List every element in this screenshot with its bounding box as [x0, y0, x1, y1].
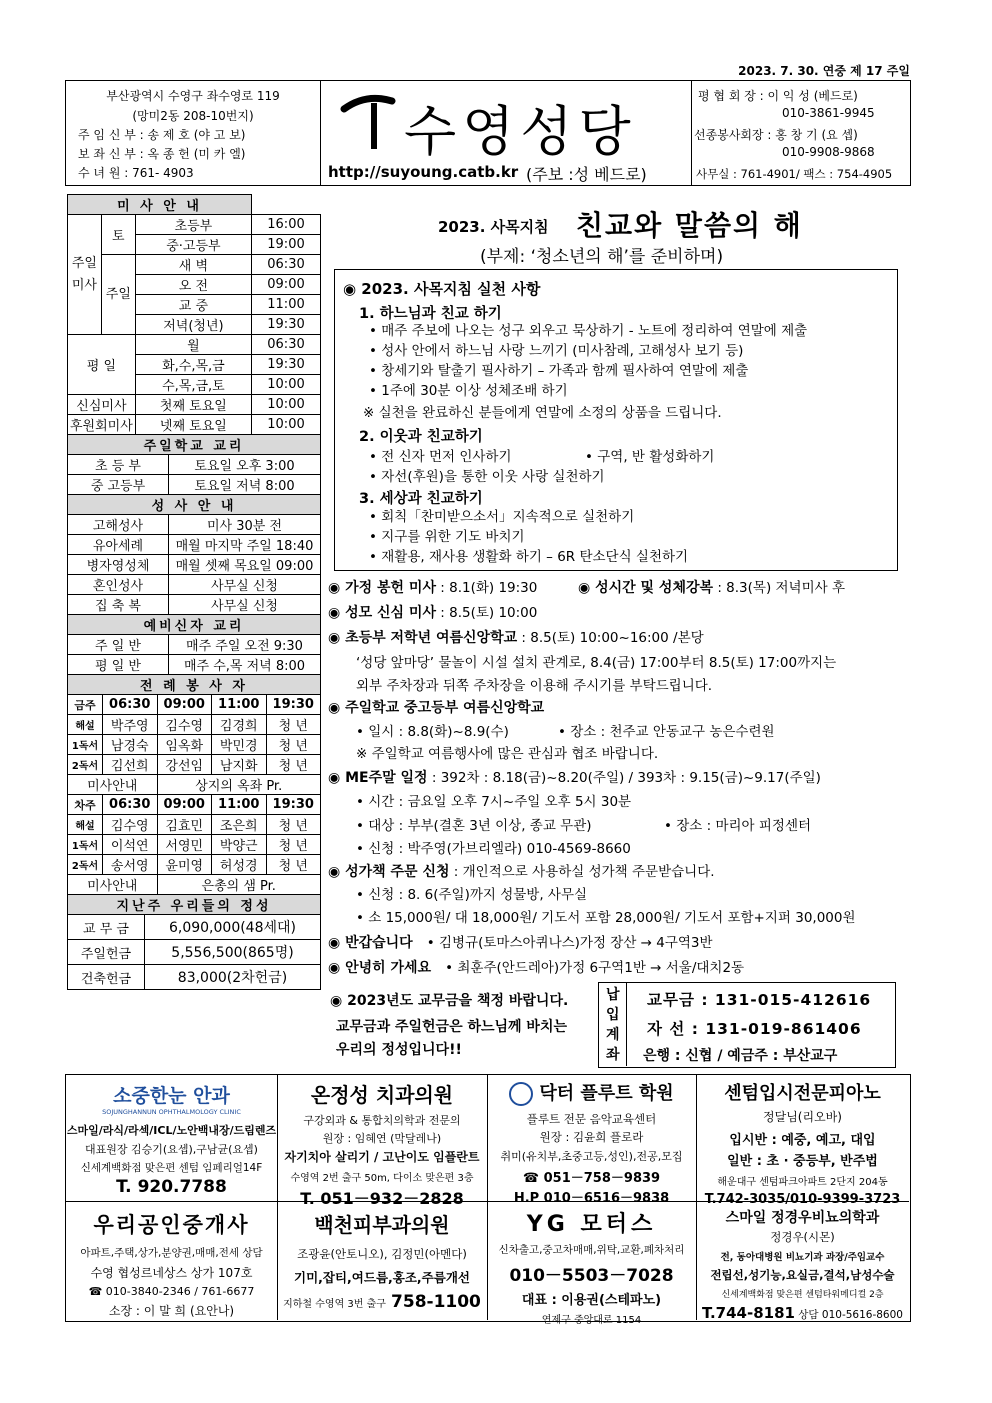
list-item: • 지구를 위한 기도 바치기: [369, 529, 525, 545]
ad-text: 일반 : 초 · 중등부, 반주법: [727, 1154, 878, 1169]
notice-text: : 8.5(토) 10:00~16:00 /본당: [517, 630, 704, 646]
saturday-label: 토: [101, 215, 135, 255]
server-name: 윤미영: [157, 855, 212, 875]
offering-type: 건축헌금: [68, 965, 145, 990]
sacrament-info: 미사 30분 전: [169, 515, 321, 535]
server-name: 이석연: [103, 835, 158, 855]
sacrament-info: 매월 셋째 목요일 09:00: [169, 555, 321, 575]
clinic-logo-en: SOJUNGHANNUN OPHTHALMOLOGY CLINIC: [102, 1108, 241, 1116]
servers-title: 전 례 봉 사 자: [68, 675, 321, 695]
ad-title: 센텀입시전문피아노: [724, 1083, 881, 1104]
mass-guide-value: 상지의 옥좌 Pr.: [157, 775, 321, 795]
role: 2독서: [68, 755, 103, 775]
mass-time: 16:00: [252, 215, 321, 235]
ad-text: 지하철 수영역 3번 출구: [283, 1299, 386, 1310]
ad-text: 정달님(리오바): [763, 1110, 842, 1124]
notice-text: • 대상 : 부부(결혼 3년 이상, 종교 무관): [356, 818, 592, 834]
offering-amount: 5,556,500(865명): [145, 940, 321, 965]
notice-text: • 최훈주(안드레아)가정 6구역1반 → 서울/대치2동: [445, 960, 745, 976]
ad-text: 수영 협성르네상스 상가 107호: [90, 1266, 253, 1280]
server-name: 청 년: [266, 755, 321, 775]
server-name: 청 년: [266, 715, 321, 735]
notice-title: ◉ 반갑습니다: [328, 935, 413, 951]
list-item: • 회칙「찬미받으소서」지속적으로 실천하기: [369, 509, 635, 525]
sacrament-info: 사무실 신청: [169, 575, 321, 595]
ad-text: 플루트 전문 음악교육센터: [526, 1112, 657, 1126]
offering-amount: 83,000(2차헌금): [145, 965, 321, 990]
office-contact: 사무실 : 761-4901/ 팩스 : 754-4905: [696, 167, 893, 181]
ad-title: 온정성 치과의원: [310, 1083, 454, 1107]
notice-text: 외부 주차장과 뒤쪽 주차장을 이용해 주시기를 부탁드립니다.: [356, 678, 713, 694]
tithe-text: 우리의 정성입니다!!: [336, 1042, 462, 1058]
headline: [330, 202, 910, 267]
server-name: 남경숙: [103, 735, 158, 755]
ad-text: 대표 : 이용권(스테파노): [521, 1293, 662, 1308]
notice-title: ◉ ME주말 일정: [328, 770, 428, 786]
ad-text: 신세계백화점 맞은편 센텀 임페리얼14F: [80, 1162, 263, 1174]
ad-text: 아파트,주택,상가,분양권,매매,전세 상담: [80, 1247, 263, 1259]
role: 해설: [68, 715, 103, 735]
time-col: 06:30: [103, 695, 158, 715]
council-phone: 010-3861-9945: [782, 106, 875, 120]
devotion-mass-label: 신심미사: [68, 395, 136, 415]
ad-phone: 758-1100: [391, 1292, 481, 1312]
headline-title: 친교와 말씀의 해: [576, 209, 803, 242]
section3-items: [369, 507, 688, 567]
catechumen-time: 매주 수,목 저녁 8:00: [169, 655, 321, 675]
notice-text: : 8.1(화) 19:30: [435, 580, 538, 596]
parish-name: 수영성당: [404, 100, 637, 163]
funeral-head: 선종봉사회장 : 홍 창 기 (요 셉): [694, 128, 858, 142]
server-name: 서영민: [157, 835, 212, 855]
supporters-mass-time: 10:00: [252, 415, 321, 435]
sacrament-name: 병자영성체: [68, 555, 169, 575]
tithe-heading: ◉ 2023년도 교무금을 책정 바랍니다.: [330, 993, 569, 1009]
sacrament-info: 사무실 신청: [169, 595, 321, 615]
pastor: 주 임 신 부 : 송 제 호 (야 고 보): [78, 128, 246, 142]
mass-time: 10:00: [252, 375, 321, 395]
notice-title: ◉ 성가책 주문 신청: [328, 864, 450, 880]
pastoral-guidelines: [334, 269, 898, 571]
section-heading: 1. 하느님과 친교 하기: [359, 306, 502, 322]
mass-name: 월: [135, 335, 251, 355]
ad-text: 대표원장 김승기(요셉),구남균(요셉): [85, 1143, 258, 1156]
server-name: 김수영: [103, 815, 158, 835]
time-col: 11:00: [212, 695, 267, 715]
tithe-notice: [330, 986, 598, 1066]
issue-date: 2023. 7. 30. 연중 제 17 주일: [738, 64, 910, 78]
account-label: 납입계좌: [599, 983, 627, 1066]
ad-phone: T.744-8181: [702, 1304, 795, 1322]
ad-dental-clinic: [277, 1075, 487, 1208]
ad-phone: T. 920.7788: [116, 1177, 227, 1197]
ad-piano-academy: [696, 1075, 909, 1207]
sacrament-title: 성 사 안 내: [68, 495, 321, 515]
list-item: • 재활용, 재사용 생활화 하기 – 6R 탄소단식 실천하기: [369, 549, 689, 565]
ad-text: 자기치아 살리기 / 고난이도 임플란트: [284, 1150, 480, 1164]
time-col: 09:00: [157, 795, 212, 815]
address-line: 부산광역시 수영구 좌수영로 119: [106, 89, 280, 103]
server-name: 김수영: [157, 715, 212, 735]
ad-phone: H.P 010－6516－9838: [513, 1191, 670, 1206]
offering-table: [67, 894, 321, 990]
funeral-phone: 010-9908-9868: [782, 145, 875, 159]
ad-text: 수영역 2번 출구 50m, 다이소 맞은편 3층: [290, 1173, 474, 1184]
notice-title: ◉ 안녕히 가세요: [328, 960, 432, 976]
tithe-account: 교무금 : 131-015-412616: [647, 991, 872, 1009]
mass-guide-label: 미사안내: [68, 875, 158, 895]
mass-name: 교 중: [135, 295, 251, 315]
ad-title: 우리공인중개사: [93, 1213, 250, 1237]
servers-table: [67, 674, 321, 895]
notice-text: • 신청 : 8. 6(주일)까지 성물방, 사무실: [356, 887, 588, 903]
notices: [328, 576, 908, 980]
section1-items: [369, 321, 807, 401]
catechumen-title: 예비신자 교리: [68, 615, 321, 635]
devotion-mass-day: 첫째 토요일: [135, 395, 251, 415]
notice-text: ‘성당 앞마당’ 물놀이 시설 설치 관계로, 8.4(금) 17:00부터 8.5(토) 17:00까지는: [356, 655, 837, 671]
notice-title: ◉ 가정 봉헌 미사: [328, 580, 436, 596]
ad-text: 정경우(시몬): [770, 1230, 835, 1244]
mass-name: 초등부: [135, 215, 251, 235]
offering-amount: 6,090,000(48세대): [145, 915, 321, 940]
role: 해설: [68, 815, 103, 835]
ad-text: 입시반 : 예중, 예고, 대입: [729, 1133, 876, 1148]
time-col: 06:30: [103, 795, 158, 815]
mass-name: 화,수,목,금: [135, 355, 251, 375]
list-item: • 자선(후원)을 통한 이웃 사랑 실천하기: [369, 469, 605, 485]
sunday-school-table: [67, 434, 321, 675]
server-name: 박주영: [103, 715, 158, 735]
server-name: 허성경: [212, 855, 267, 875]
ad-text: 원장 : 김윤희 플로라: [539, 1130, 644, 1144]
mass-time: 06:30: [252, 335, 321, 355]
clinic-logo: 소중한눈 안과: [113, 1085, 230, 1107]
role: 1독서: [68, 735, 103, 755]
notice-text: : 8.3(목) 저녁미사 후: [713, 580, 845, 596]
sacrament-info: 매월 마지막 주일 18:40: [169, 535, 321, 555]
mass-guide-value: 은총의 샘 Pr.: [157, 875, 321, 895]
ad-phone: T. 051－932－2828: [300, 1189, 464, 1208]
ad-title: YG 모터스: [526, 1212, 657, 1237]
server-name: 청 년: [266, 855, 321, 875]
list-item: • 성사 안에서 하느님 사랑 느끼기 (미사참례, 고해성사 보기 등): [369, 343, 744, 359]
time-col: 09:00: [157, 695, 212, 715]
notice-title: ◉ 성시간 및 성체강복: [578, 580, 714, 596]
notice-title: ◉ 주일학교 중고등부 여름신앙학교: [328, 700, 545, 716]
server-name: 김선희: [103, 755, 158, 775]
sunday-mass-label: 주일미사: [68, 215, 102, 335]
mass-schedule-table: [67, 194, 321, 435]
section-heading: 2. 이웃과 친교하기: [359, 429, 483, 445]
server-name: 송서영: [103, 855, 158, 875]
notice-text: • 일시 : 8.8(화)~8.9(수): [356, 724, 509, 740]
headline-subtitle: (부제: ‘청소년의 해’를 준비하며): [480, 247, 724, 267]
server-name: 임옥화: [157, 735, 212, 755]
server-name: 청 년: [266, 735, 321, 755]
notice-text: : 8.5(토) 10:00: [435, 605, 538, 621]
masthead: [65, 80, 911, 186]
logo-block: [322, 81, 690, 185]
bulletin-editor: (주보 :성 베드로): [526, 165, 647, 184]
list-item: • 매주 주보에 나오는 성구 외우고 묵상하기 - 노트에 정리하여 연말에 제출: [369, 323, 808, 339]
ad-text: 연제구 중앙대로 1154: [541, 1315, 642, 1326]
time-col: 11:00: [212, 795, 267, 815]
devotion-mass-time: 10:00: [252, 395, 321, 415]
week-label: 금주: [68, 695, 103, 715]
ads-section: [65, 1074, 911, 1326]
notice-text: • 장소 : 천주교 안동교구 농은수련원: [558, 724, 775, 740]
offering-type: 주일헌금: [68, 940, 145, 965]
mass-name: 저녁(청년): [135, 315, 251, 335]
list-item: • 창세기와 탈출기 필사하기 – 가족과 함께 필사하여 연말에 제출: [369, 363, 749, 379]
role: 1독서: [68, 835, 103, 855]
sacrament-name: 집 축 복: [68, 595, 169, 615]
server-name: 청 년: [266, 835, 321, 855]
ad-phone: ☎ 051－758－9839: [522, 1171, 661, 1186]
ad-motors: [487, 1203, 696, 1326]
ad-phone: ☎ 010-3840-2346 / 761-6677: [88, 1285, 255, 1298]
time-col: 19:30: [266, 695, 321, 715]
ad-text: 전, 동아대병원 비뇨기과 과장/주임교수: [720, 1252, 885, 1263]
supporters-mass-label: 후원회미사: [68, 415, 136, 435]
ad-text: 해운대구 센텀파크아파트 2단지 204동: [717, 1177, 888, 1188]
ad-text: 전립선,성기능,요실금,결석,남성수술: [710, 1268, 895, 1282]
server-name: 박민경: [212, 735, 267, 755]
address-detail: (망미2동 208-10번지): [132, 109, 254, 123]
ad-phone: T.742-3035/010-9399-3723: [704, 1192, 901, 1207]
server-name: 조은희: [212, 815, 267, 835]
assistant-priest: 보 좌 신 부 : 옥 종 헌 (미 카 엘): [78, 147, 246, 161]
headline-pre: 2023. 사목지침: [438, 218, 549, 236]
mass-time: 09:00: [252, 275, 321, 295]
bank-accounts: [598, 982, 896, 1068]
notice-text: • 김병규(토마스아퀴나스)가정 장산 → 4구역3반: [426, 935, 713, 951]
ad-text: 구강외과 & 통합치의학과 전문의: [303, 1114, 461, 1127]
mass-time: 06:30: [252, 255, 321, 275]
bank-info: 은행 : 신협 / 예금주 : 부산교구: [643, 1048, 838, 1064]
notice-text: • 시간 : 금요일 오후 7시~주일 오후 5시 30분: [356, 794, 632, 810]
convent-phone: 수 녀 원 : 761- 4903: [78, 166, 194, 180]
sacrament-name: 혼인성사: [68, 575, 169, 595]
council-president: 평 협 회 장 : 이 익 성 (베드로): [698, 89, 858, 103]
notice-text: • 소 15,000원/ 대 18,000원/ 기도서 포함 28,000원/ 기도서 포함+지퍼 30,000원: [356, 910, 856, 926]
ad-dermatology: [277, 1203, 487, 1320]
catechumen-class: 주 일 반: [68, 635, 169, 655]
ad-text: 취미(유치부,초중고등,성인),전공,모집: [500, 1150, 683, 1163]
left-column: [67, 194, 321, 990]
mass-time: 11:00: [252, 295, 321, 315]
school-time: 토요일 저녁 8:00: [169, 475, 321, 495]
council-block: [691, 81, 910, 185]
list-item: • 구역, 반 활성화하기: [585, 449, 715, 465]
mass-name: 오 전: [135, 275, 251, 295]
flute-icon: [509, 1082, 533, 1106]
catechumen-class: 평 일 반: [68, 655, 169, 675]
address-block: [66, 81, 321, 185]
notice-text: ※ 주일학교 여름행사에 많은 관심과 협조 바랍니다.: [356, 746, 659, 762]
ad-urology: [696, 1203, 909, 1320]
server-name: 김경희: [212, 715, 267, 735]
list-item: • 전 신자 먼저 인사하기: [369, 449, 512, 465]
notice-title: ◉ 성모 신심 미사: [328, 605, 436, 621]
mass-time: 19:00: [252, 235, 321, 255]
notice-title: ◉ 초등부 저학년 여름신앙학교: [328, 630, 518, 646]
notice-text: : 392차 : 8.18(금)~8.20(주일) / 393차 : 9.15(금)~9.17(주일): [427, 770, 821, 786]
mass-time: 19:30: [252, 355, 321, 375]
school-grade: 초 등 부: [68, 455, 169, 475]
sunday-label: 주일: [101, 255, 135, 335]
ad-text: 원장 : 임혜연 (막달레나): [322, 1132, 442, 1145]
mass-name: 새 벽: [135, 255, 251, 275]
tithe-text: 교무금과 주일헌금은 하느님께 바치는: [336, 1019, 568, 1035]
mass-guide-label: 미사안내: [68, 775, 158, 795]
ad-text: 기미,잡티,여드름,홍조,주름개선: [294, 1270, 470, 1285]
offering-title: 지난주 우리들의 정성: [68, 895, 321, 915]
ad-eye-clinic: [66, 1075, 277, 1201]
notice-text: • 장소 : 마리아 피정센터: [664, 818, 812, 834]
time-col: 19:30: [266, 795, 321, 815]
weekday-label: 평 일: [68, 335, 136, 395]
sacrament-name: 고해성사: [68, 515, 169, 535]
catechumen-time: 매주 주일 오전 9:30: [169, 635, 321, 655]
mass-time: 19:30: [252, 315, 321, 335]
server-name: 박양근: [212, 835, 267, 855]
supporters-mass-day: 넷째 토요일: [135, 415, 251, 435]
role: 2독서: [68, 855, 103, 875]
mass-name: 중·고등부: [135, 235, 251, 255]
notice-text: : 개인적으로 사용하실 성가책 주문받습니다.: [449, 864, 715, 880]
server-name: 남지화: [212, 755, 267, 775]
website-link[interactable]: http://suyoung.catb.kr: [328, 163, 519, 181]
school-title: 주일학교 교리: [68, 435, 321, 455]
prize-note: ※ 실천을 완료하신 분들에게 연말에 소정의 상품을 드립니다.: [363, 405, 722, 421]
ad-text: 조광윤(안토니오), 김정민(아멘다): [297, 1247, 467, 1261]
ad-title: 닥터 플루트 학원: [539, 1083, 674, 1104]
offering-type: 교 무 금: [68, 915, 145, 940]
ad-title: 스마일 정경우비뇨의학과: [725, 1210, 880, 1226]
school-grade: 중 고등부: [68, 475, 169, 495]
charity-account: 자 선 : 131-019-861406: [647, 1020, 862, 1038]
ad-text: 소장 : 이 말 희 (요안나): [108, 1304, 235, 1318]
ad-title: 백천피부과의원: [314, 1213, 450, 1237]
pastoral-title: ◉ 2023. 사목지침 실천 사항: [343, 280, 541, 298]
ad-flute-academy: [487, 1075, 696, 1206]
server-name: 청 년: [266, 815, 321, 835]
ad-text: 신차출고,중고차매매,위탁,교환,폐차처리: [498, 1244, 685, 1256]
ad-phone: 010－5503－7028: [509, 1266, 674, 1286]
list-item: • 1주에 30분 이상 성체조배 하기: [369, 383, 568, 399]
ad-real-estate: [66, 1203, 277, 1320]
sacrament-name: 유아세례: [68, 535, 169, 555]
mass-title: 미 사 안 내: [68, 195, 252, 215]
ad-phone: 상담 010-5616-8600: [794, 1309, 903, 1321]
school-time: 토요일 오후 3:00: [169, 455, 321, 475]
week-label: 차주: [68, 795, 103, 815]
parish-logo-icon: [336, 87, 406, 157]
section-heading: 3. 세상과 친교하기: [359, 491, 483, 507]
server-name: 김효민: [157, 815, 212, 835]
ad-text: 신세계백화점 맞은편 센텀타워메디컬 2층: [721, 1290, 884, 1300]
server-name: 강선임: [157, 755, 212, 775]
ad-text: 스마일/라식/라섹/ICL/노안백내장/드림렌즈: [66, 1124, 277, 1137]
notice-text: • 신청 : 박주영(가브리엘라) 010-4569-8660: [356, 841, 631, 857]
mass-name: 수,목,금,토: [135, 375, 251, 395]
